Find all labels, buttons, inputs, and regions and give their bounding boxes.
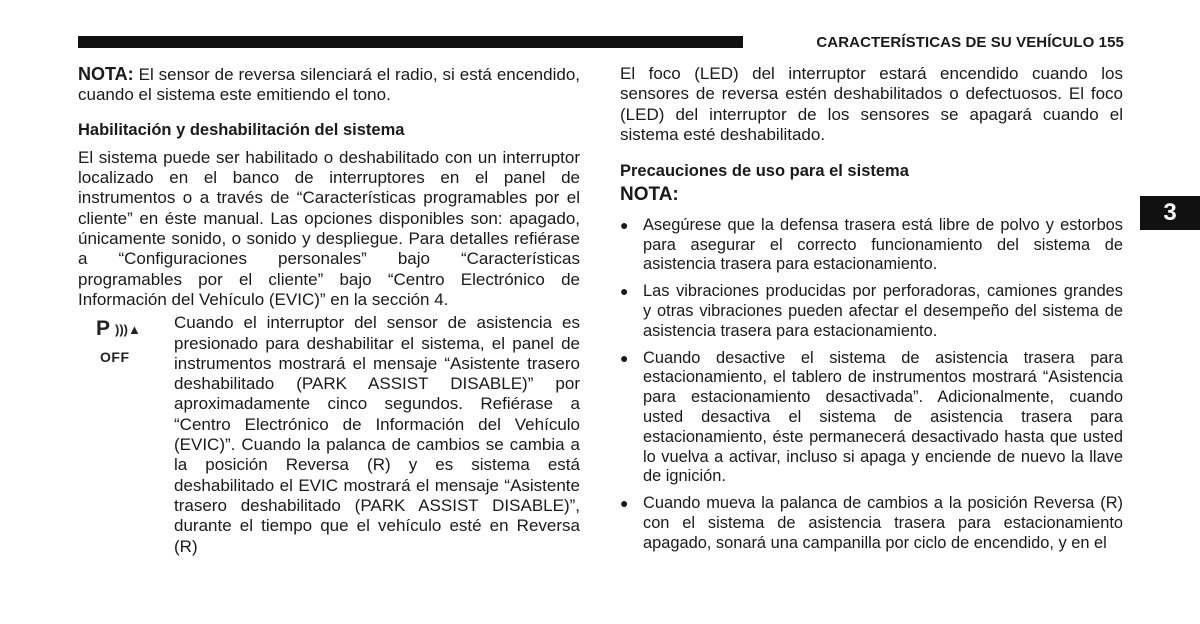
bullet-icon: ● [620, 495, 629, 512]
list-item-text: Las vibraciones producidas por perforadoras, camiones grandes y otras vibraciones pueden afectar el desempeño del sistema de asistencia trasera para estacionamiento. [643, 282, 1123, 340]
left-column [78, 64, 580, 557]
precautions-list [620, 216, 1123, 554]
bullet-icon: ● [620, 349, 629, 366]
icon-waves: )))▲ [115, 322, 141, 338]
nota-text: El sensor de reversa silenciará el radio, si está encendido, cuando el sistema este emitiendo el tono. [78, 65, 580, 105]
list-item [620, 349, 1123, 488]
body-paragraph-1: El sistema puede ser habilitado o deshabilitado con un interruptor localizado en el banco de interruptores en el panel de instrumentos o a través de “Características programables por el cliente” en éste manual. Las opciones disponibles son: apagado, únicamente sonido, o sonido y despliegue. Para detalles refiérase a “Configuraciones personales” bajo “Características programables por el cliente” bajo “Centro Electrónico de Información del Vehículo (EVIC)” en la sección 4. [78, 147, 580, 309]
icon-letter: P [96, 317, 111, 341]
body-paragraph-2: Cuando el interruptor del sensor de asistencia es presionado para deshabilitar el sistema, el panel de instrumentos mostrará el mensaje “Asistente trasero deshabilitado (PARK ASSIST DISABLE)” por aproximadamente cinco segundos. Refiérase a “Centro Electrónico de Información del Vehículo (EVIC)”. Cuando la palanca de cambios se cambia a la posición Reversa (R) y es sistema está deshabilitado el EVIC mostrará el mensaje “Asistente trasero deshabilitado (PARK ASSIST DISABLE)”, durante el tiempo que el vehículo esté en Reversa (R) [174, 313, 580, 556]
page-header-title: CARACTERÍSTICAS DE SU VEHÍCULO 155 [816, 34, 1124, 51]
list-item-text: Asegúrese que la defensa trasera está libre de polvo y estorbos para asegurar el correcto funcionamiento del sistema de asistencia trasera para estacionamiento. [643, 215, 1123, 274]
section-heading-precauciones: Precauciones de uso para el sistema [620, 162, 909, 181]
icon-paragraph [78, 313, 580, 557]
list-item [620, 494, 1123, 553]
icon-off-label: OFF [100, 349, 130, 366]
bullet-icon: ● [620, 216, 629, 233]
list-item [620, 216, 1123, 275]
nota-label: NOTA: [78, 64, 134, 84]
park-assist-off-icon [96, 317, 154, 369]
bullet-icon: ● [620, 283, 629, 300]
chapter-tab: 3 [1140, 196, 1200, 230]
nota-heading: NOTA: [620, 184, 679, 206]
list-item-text: Cuando mueva la palanca de cambios a la posición Reversa (R) con el sistema de asistencia trasera para estacionamiento apagado, sonará una campanilla por ciclo de encendido, y en el [643, 494, 1123, 552]
header-rule [78, 36, 743, 48]
body-paragraph-3: El foco (LED) del interruptor estará encendido cuando los sensores de reversa estén deshabilitados o defectuosos. El foco (LED) del interruptor de los sensores se apagará cuando el sistema esté deshabilitado. [620, 64, 1123, 144]
list-item-text: Cuando desactive el sistema de asistencia trasera para estacionamiento, el tablero de instrumentos mostrará “Asistencia para estacionamiento desactivada”. Adicionalmente, cuando usted desactiva el sistema de asistencia trasera para estacionamiento, éste permanecerá desactivado hasta que usted lo vuelva a activar, incluso si apaga y enciende de nuevo la llave de ignición. [643, 348, 1123, 486]
section-heading-habilitacion: Habilitación y deshabilitación del sistema [78, 120, 405, 139]
list-item [620, 282, 1123, 341]
nota-paragraph [78, 64, 580, 106]
right-column [620, 64, 1123, 561]
